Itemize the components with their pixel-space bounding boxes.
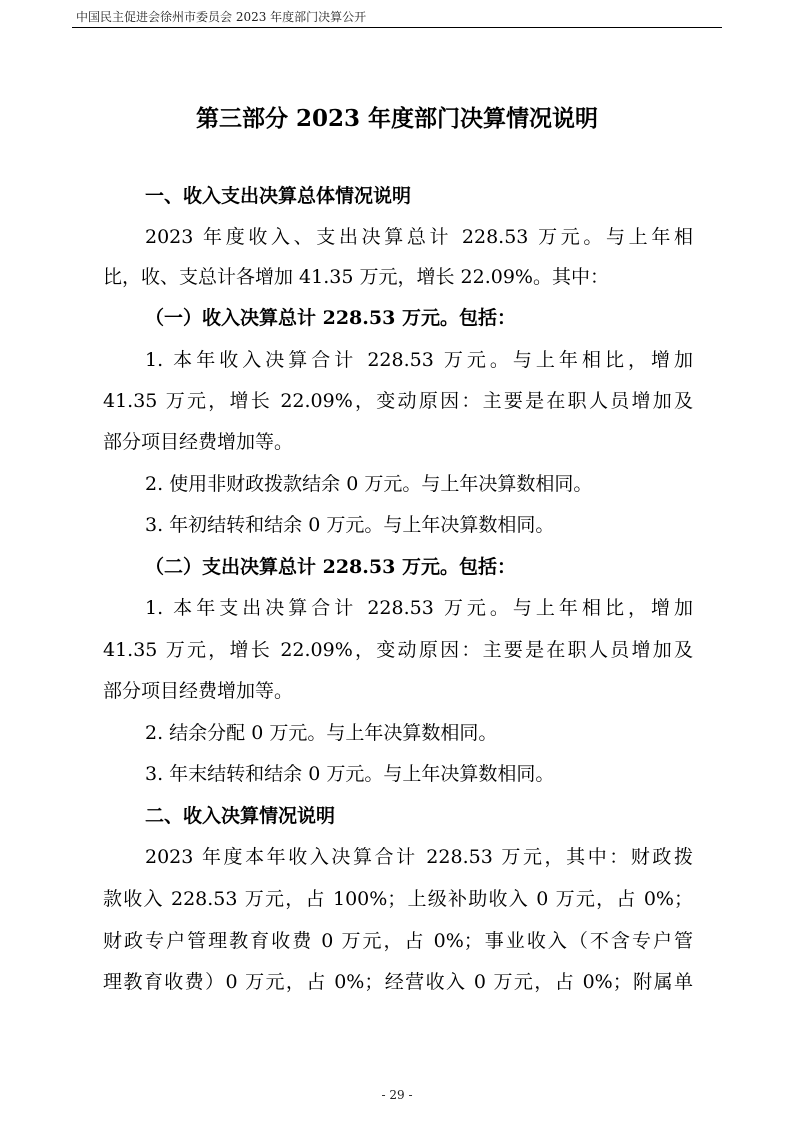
paragraph-line: 1. 本年支出决算合计 228.53 万元。与上年相比，增加 <box>145 597 693 619</box>
paragraph-line: 部分项目经费增加等。 <box>103 680 294 702</box>
paragraph-line: 41.35 万元，增长 22.09%，变动原因：主要是在职人员增加及 <box>103 390 693 412</box>
paragraph-line: 款收入 228.53 万元，占 100%；上级补助收入 0 万元，占 0%； <box>103 888 693 910</box>
paragraph-line: 41.35 万元，增长 22.09%，变动原因：主要是在职人员增加及 <box>103 639 693 661</box>
paragraph-line: 2023 年度收入、支出决算总计 228.53 万元。与上年相 <box>145 226 693 248</box>
paragraph-line: 2023 年度本年收入决算合计 228.53 万元，其中：财政拨 <box>145 846 693 868</box>
running-header: 中国民主促进会徐州市委员会 2023 年度部门决算公开 <box>76 10 367 24</box>
paragraph-line: 财政专户管理教育收费 0 万元，占 0%；事业收入（不含专户管 <box>103 930 693 952</box>
header-divider <box>72 27 722 28</box>
paragraph-line: 理教育收费）0 万元，占 0%；经营收入 0 万元，占 0%；附属单 <box>103 971 693 993</box>
paragraph-line: 比，收、支总计各增加 41.35 万元，增长 22.09%。其中： <box>103 266 609 288</box>
paragraph-line: 2. 结余分配 0 万元。与上年决算数相同。 <box>145 722 498 744</box>
paragraph-line: 部分项目经费增加等。 <box>103 431 294 453</box>
paragraph-line: 1. 本年收入决算合计 228.53 万元。与上年相比，增加 <box>145 349 693 371</box>
page-title: 第三部分 2023 年度部门决算情况说明 <box>195 105 599 132</box>
section-heading-1: 一、收入支出决算总体情况说明 <box>145 185 412 207</box>
paragraph-line: 3. 年初结转和结余 0 万元。与上年决算数相同。 <box>145 514 555 536</box>
subsection-heading-expenditure: （二）支出决算总计 228.53 万元。包括： <box>145 556 516 578</box>
paragraph-line: 2. 使用非财政拨款结余 0 万元。与上年决算数相同。 <box>145 473 593 495</box>
section-heading-2: 二、收入决算情况说明 <box>145 805 336 827</box>
paragraph-line: 3. 年末结转和结余 0 万元。与上年决算数相同。 <box>145 763 555 785</box>
page-number: - 29 - <box>381 1088 413 1102</box>
subsection-heading-income: （一）收入决算总计 228.53 万元。包括： <box>145 307 516 329</box>
